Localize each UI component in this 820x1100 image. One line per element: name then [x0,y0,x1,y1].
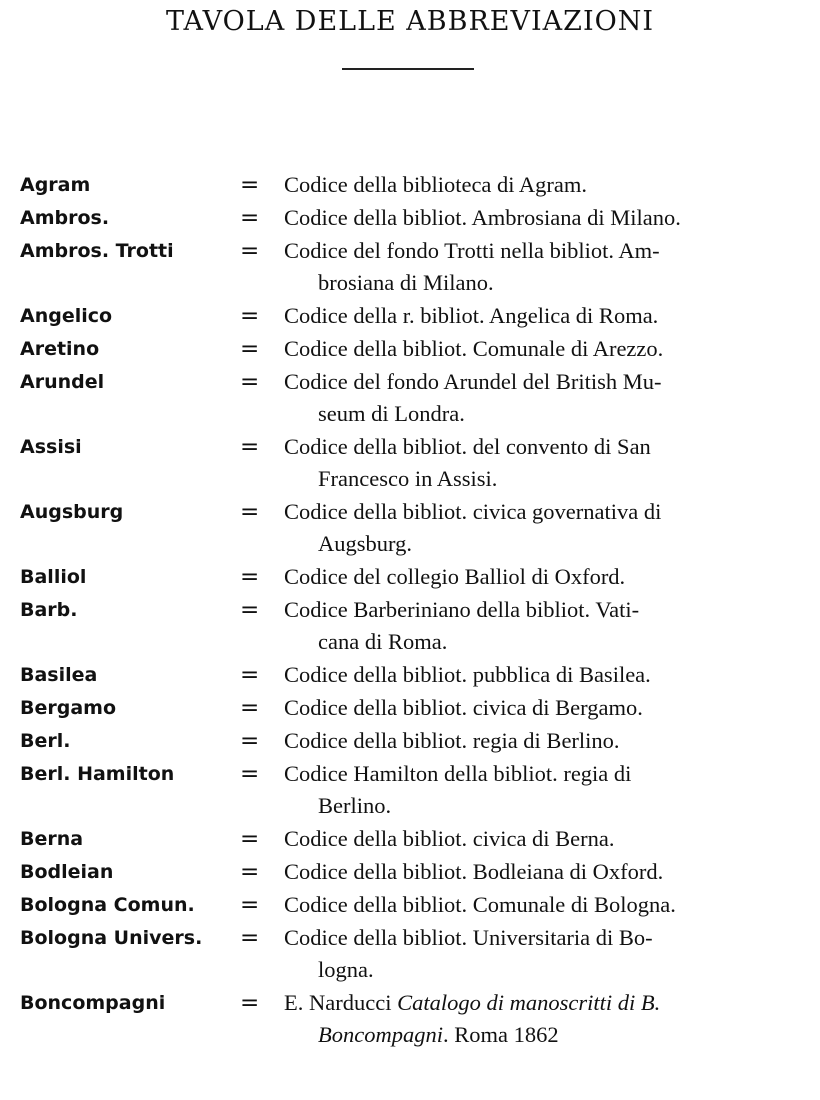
equals-sign: = [240,597,260,623]
equals-sign: = [240,826,260,852]
equals-sign: = [240,205,260,231]
abbreviation-term: Bologna Univers. [20,927,203,949]
definition-line: Codice della bibliot. del convento di San [284,434,651,459]
definition-line: Codice del fondo Arundel del British Mu- [284,369,662,394]
abbreviation-definition [284,365,806,430]
abbreviation-entry [0,986,820,1051]
equals-sign: = [240,172,260,198]
equals-sign: = [240,238,260,264]
definition-continuation: brosiana di Milano. [318,270,494,295]
equals-sign: = [240,990,260,1016]
definition-continuation: Augsburg. [318,531,412,556]
abbreviation-entry [0,691,820,724]
abbreviation-entry [0,365,820,430]
page-title: TAVOLA DELLE ABBREVIAZIONI [165,6,655,37]
equals-sign: = [240,499,260,525]
abbreviation-definition [284,495,806,560]
definition-line: Codice della bibliot. pubblica di Basilea. [284,662,651,687]
definition-continuation: Berlino. [318,793,392,818]
abbreviation-definition [284,986,806,1051]
abbreviation-term: Berna [20,828,84,850]
abbreviation-definition [284,658,806,691]
abbreviation-term: Agram [20,174,91,196]
definition-line: Codice Hamilton della bibliot. regia di [284,761,632,786]
abbreviation-term: Arundel [20,371,105,393]
abbreviation-term: Berl. Hamilton [20,763,175,785]
definition-line: Codice della bibliot. Universitaria di Bo- [284,925,653,950]
abbreviation-entry [0,724,820,757]
abbreviation-definition [284,201,806,234]
citation-place-year: . Roma 1862 [442,1022,559,1047]
abbreviation-term: Bergamo [20,697,117,719]
abbreviation-entry [0,430,820,495]
abbreviation-term: Bologna Comun. [20,894,195,916]
abbreviation-definition [284,888,806,921]
abbreviation-entry [0,168,820,201]
abbreviation-definition [284,332,806,365]
abbreviation-definition [284,691,806,724]
abbreviation-entry [0,495,820,560]
abbreviation-definition [284,593,806,658]
abbreviation-entry [0,822,820,855]
abbreviation-entry [0,888,820,921]
equals-sign: = [240,336,260,362]
abbreviation-definition [284,430,806,495]
abbreviation-term: Aretino [20,338,100,360]
abbreviation-definition [284,299,806,332]
abbreviation-term: Balliol [20,566,87,588]
abbreviation-term: Ambros. Trotti [20,240,174,262]
abbreviation-definition [284,724,806,757]
definition-line: Codice Barberiniano della bibliot. Vati- [284,597,640,622]
abbreviation-definition [284,822,806,855]
abbreviation-entry [0,201,820,234]
definition-line: Codice del fondo Trotti nella bibliot. Am- [284,238,660,263]
abbreviation-entry [0,855,820,888]
abbreviation-term: Angelico [20,305,113,327]
abbreviation-term: Barb. [20,599,78,621]
abbreviation-entry [0,299,820,332]
equals-sign: = [240,859,260,885]
definition-line [284,987,806,1019]
equals-sign: = [240,892,260,918]
abbreviation-definition [284,560,806,593]
definition-line: Codice della bibliot. Bodleiana di Oxford. [284,859,664,884]
definition-line: Codice della bibliot. civica governativa di [284,499,662,524]
abbreviation-term: Ambros. [20,207,110,229]
abbreviation-term: Assisi [20,436,82,458]
equals-sign: = [240,695,260,721]
equals-sign: = [240,369,260,395]
abbreviation-term: Basilea [20,664,98,686]
definition-line: Codice della r. bibliot. Angelica di Roma. [284,303,659,328]
definition-continuation [284,1019,806,1051]
definition-line: Codice della biblioteca di Agram. [284,172,588,197]
abbreviation-term: Augsburg [20,501,124,523]
citation-author: E. Narducci [284,990,392,1015]
abbreviation-term: Boncompagni [20,992,166,1014]
abbreviation-definition [284,921,806,986]
definition-line: Codice della bibliot. Ambrosiana di Milano. [284,205,681,230]
abbreviation-entry [0,757,820,822]
abbreviation-term: Berl. [20,730,71,752]
citation-title-continued: Boncompagni [318,1022,443,1047]
equals-sign: = [240,303,260,329]
title-rule [342,68,474,70]
definition-continuation: logna. [318,957,374,982]
definition-line: Codice della bibliot. civica di Berna. [284,826,615,851]
definition-line: Codice della bibliot. Comunale di Arezzo. [284,336,664,361]
abbreviation-entry [0,921,820,986]
definition-line: Codice della bibliot. civica di Bergamo. [284,695,643,720]
definition-continuation: Francesco in Assisi. [318,466,498,491]
abbreviation-entry [0,560,820,593]
abbreviation-entry [0,658,820,691]
abbreviation-definition [284,168,806,201]
abbreviation-entry [0,593,820,658]
definition-line: Codice della bibliot. regia di Berlino. [284,728,620,753]
citation-title: Catalogo di manoscritti di B. [397,990,661,1015]
equals-sign: = [240,564,260,590]
definition-line: Codice della bibliot. Comunale di Bologna. [284,892,676,917]
definition-continuation: cana di Roma. [318,629,448,654]
equals-sign: = [240,728,260,754]
abbreviation-definition [284,757,806,822]
abbreviation-definition [284,855,806,888]
abbreviation-entry [0,234,820,299]
equals-sign: = [240,925,260,951]
abbreviation-entry [0,332,820,365]
abbreviation-definition [284,234,806,299]
abbreviation-term: Bodleian [20,861,114,883]
equals-sign: = [240,662,260,688]
equals-sign: = [240,434,260,460]
equals-sign: = [240,761,260,787]
definition-continuation: seum di Londra. [318,401,465,426]
abbreviation-list [0,168,820,1051]
definition-line: Codice del collegio Balliol di Oxford. [284,564,626,589]
